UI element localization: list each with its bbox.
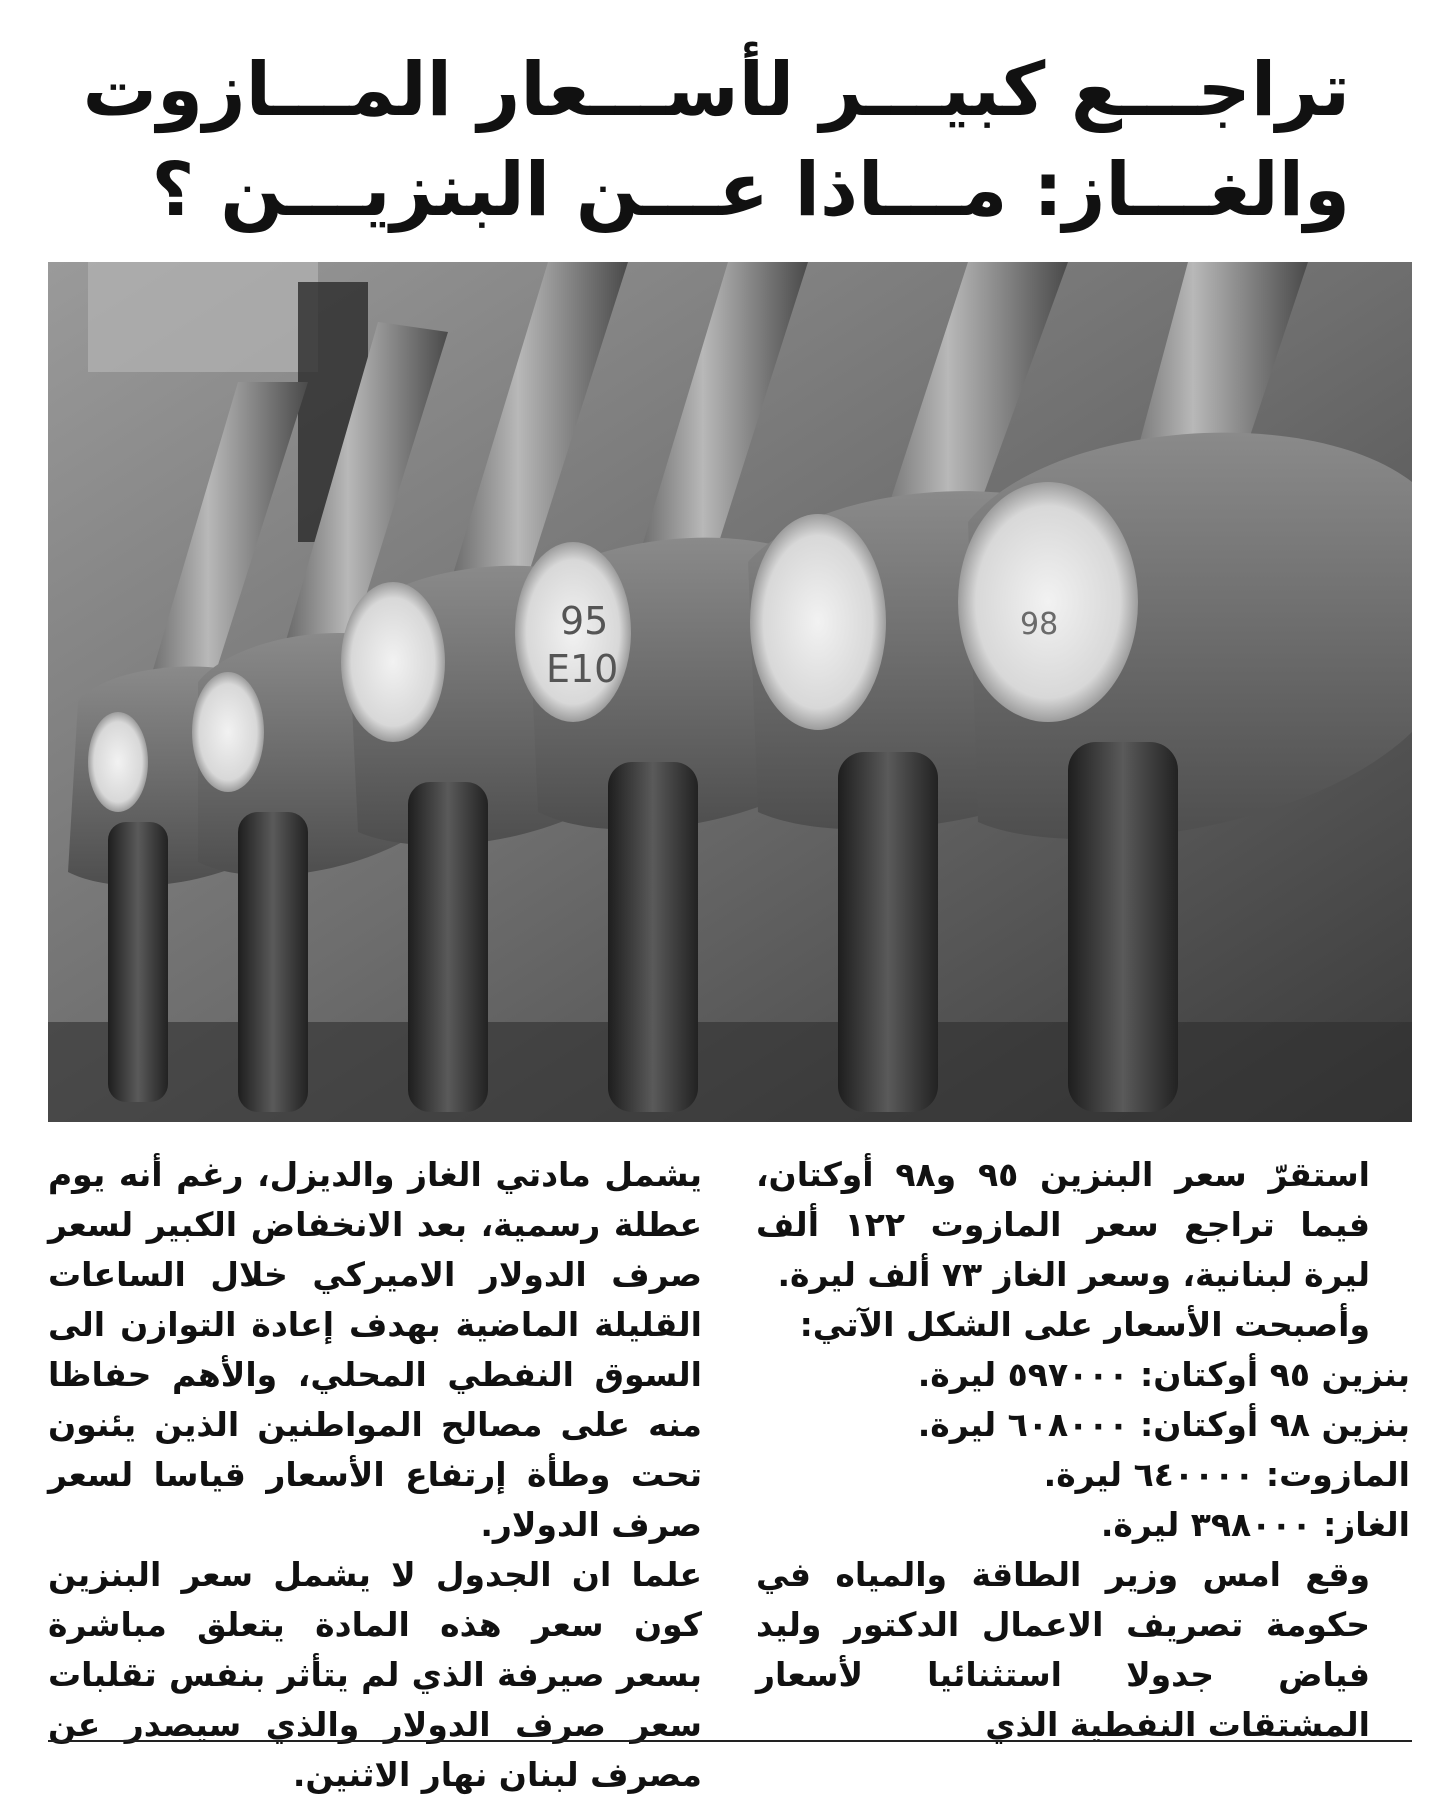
price-line-benzine-98: بنزين ٩٨ أوكتان: ٦٠٨٠٠٠ ليرة. [917, 1405, 1410, 1444]
article-column-right [756, 1150, 1410, 1750]
paragraph-intro: استقرّ سعر البنزين ٩٥ و٩٨ أوكتان، فيما تراجع سعر المازوت ١٢٢ ألف ليرة لبنانية، وسعر الغاز ٧٣ ألف ليرة. [756, 1155, 1370, 1294]
price-line-gas: الغاز: ٣٩٨٠٠٠ ليرة. [1100, 1505, 1410, 1544]
bottom-rule [48, 1740, 1412, 1742]
fuel-nozzles-photo [48, 262, 1412, 1122]
headline [50, 40, 1350, 240]
headline-line-2: والغـــاز: مـــاذا عـــن البنزيـــن ؟ [151, 147, 1350, 233]
nozzle-label-e10: E10 [546, 647, 619, 691]
price-line-diesel: المازوت: ٦٤٠٠٠٠ ليرة. [1043, 1455, 1410, 1494]
headline-line-1: تراجـــع كبيـــر لأســـعار المـــازوت [82, 47, 1350, 133]
paragraph-benzine-note: علما ان الجدول لا يشمل سعر البنزين كون سعر هذه المادة يتعلق مباشرة بسعر صيرفة الذي لم يتأثر بنفس تقلبات سعر صرف الدولار والذي سيصدر عن مصرف لبنان نهار الاثنين. [48, 1555, 702, 1794]
paragraph-prices-heading: وأصبحت الأسعار على الشكل الآتي: [799, 1305, 1370, 1344]
fuel-nozzles-illustration [48, 262, 1412, 1122]
price-line-benzine-95: بنزين ٩٥ أوكتان: ٥٩٧٠٠٠ ليرة. [917, 1355, 1410, 1394]
nozzle-label-95: 95 [560, 599, 609, 643]
paragraph-continuation: يشمل مادتي الغاز والديزل، رغم أنه يوم عطلة رسمية، بعد الانخفاض الكبير لسعر صرف الدولار الاميركي خلال الساعات القليلة الماضية بهدف إعادة التوازن الى السوق النفطي المحلي، والأهم حفاظا منه على مصالح المواطنين الذين يئنون تحت وطأة إرتفاع الأسعار قياسا لسعر صرف الدولار. [48, 1155, 702, 1544]
paragraph-minister: وقع امس وزير الطاقة والمياه في حكومة تصريف الاعمال الدكتور وليد فياض جدولا استثنائيا لأسعار المشتقات النفطية الذي [756, 1555, 1370, 1744]
article-column-left [48, 1150, 702, 1800]
nozzle-label-98: 98 [1020, 607, 1059, 642]
